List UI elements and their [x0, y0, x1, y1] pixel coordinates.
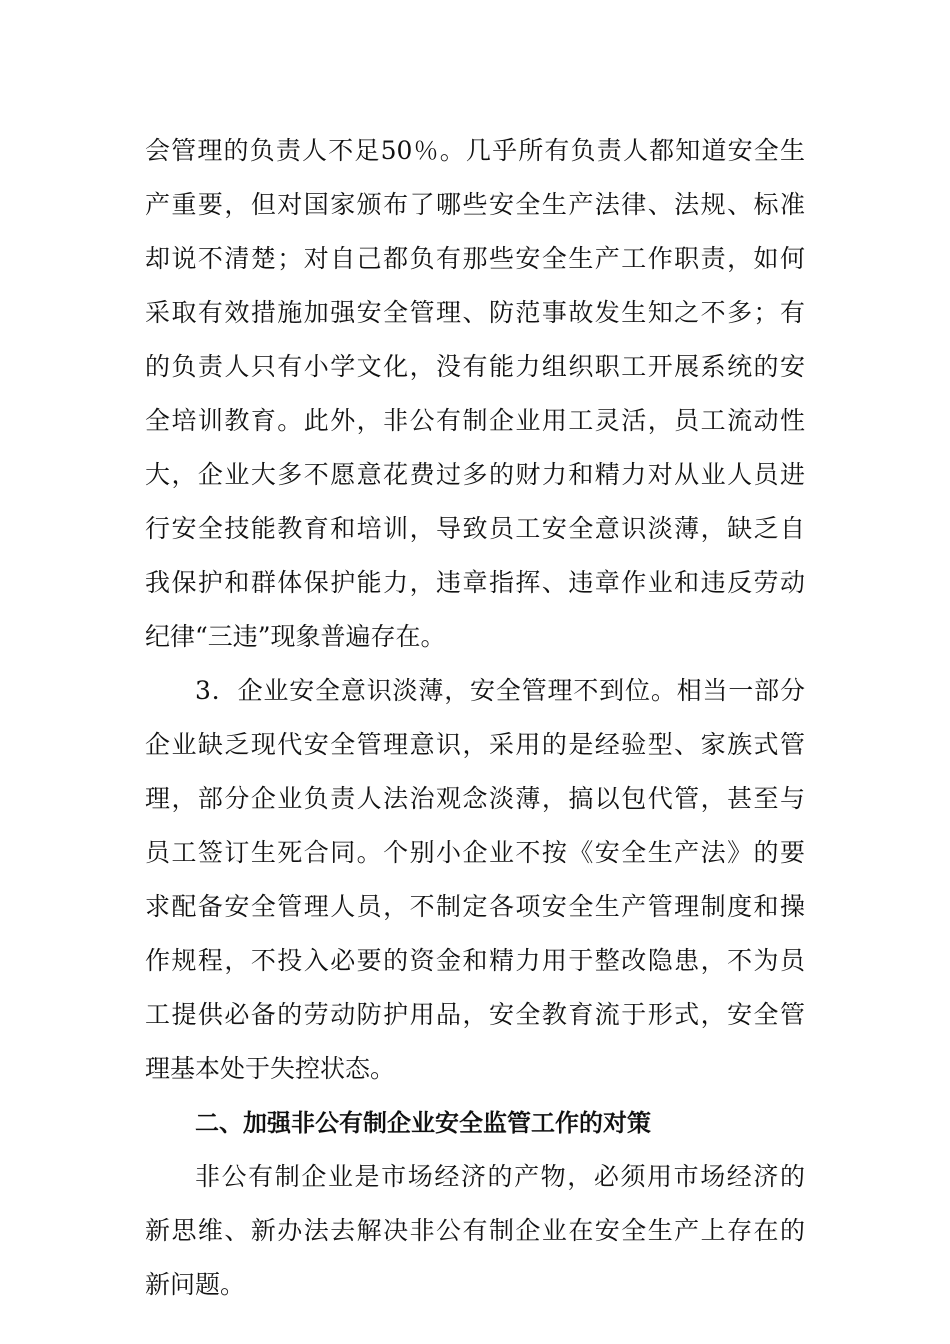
text-line: 工提供必备的劳动防护用品，安全教育流于形式，安全管 — [145, 1000, 805, 1029]
text-line: 却说不清楚；对自己都负有那些安全生产工作职责，如何 — [145, 244, 805, 273]
text-line: 行安全技能教育和培训，导致员工安全意识淡薄，缺乏自 — [145, 514, 805, 543]
text-line: 新问题。 — [145, 1270, 246, 1299]
text-line: 大，企业大多不愿意花费过多的财力和精力对从业人员进 — [145, 460, 805, 489]
text-line: 的负责人只有小学文化，没有能力组织职工开展系统的安 — [145, 352, 805, 381]
document-body — [145, 124, 805, 1312]
text-line: 员工签订生死合同。个别小企业不按《安全生产法》的要 — [145, 838, 805, 867]
text-line: 产重要，但对国家颁布了哪些安全生产法律、法规、标准 — [145, 190, 805, 219]
text-line: 新思维、新办法去解决非公有制企业在安全生产上存在的 — [145, 1216, 805, 1245]
text-line: 全培训教育。此外，非公有制企业用工灵活，员工流动性 — [145, 406, 805, 435]
paragraph-3 — [145, 664, 805, 1096]
text-line: 采取有效措施加强安全管理、防范事故发生知之不多；有 — [145, 298, 805, 327]
text-line: 3．企业安全意识淡薄，安全管理不到位。相当一部分 — [195, 676, 805, 705]
text-line: 非公有制企业是市场经济的产物，必须用市场经济的 — [195, 1162, 805, 1191]
text-line: 求配备安全管理人员，不制定各项安全生产管理制度和操 — [145, 892, 805, 921]
paragraph-continued — [145, 124, 805, 664]
text-line: 理，部分企业负责人法治观念淡薄，搞以包代管，甚至与 — [145, 784, 805, 813]
paragraph-intro — [145, 1150, 805, 1312]
section-heading: 二、加强非公有制企业安全监管工作的对策 — [195, 1109, 651, 1137]
text-line: 纪律“三违”现象普遍存在。 — [145, 622, 446, 651]
text-line: 我保护和群体保护能力，违章指挥、违章作业和违反劳动 — [145, 568, 805, 597]
text-line: 企业缺乏现代安全管理意识，采用的是经验型、家族式管 — [145, 730, 805, 759]
text-line: 会管理的负责人不足50％。几乎所有负责人都知道安全生 — [145, 136, 805, 165]
text-line: 作规程，不投入必要的资金和精力用于整改隐患，不为员 — [145, 946, 805, 975]
text-line: 理基本处于失控状态。 — [145, 1054, 396, 1083]
